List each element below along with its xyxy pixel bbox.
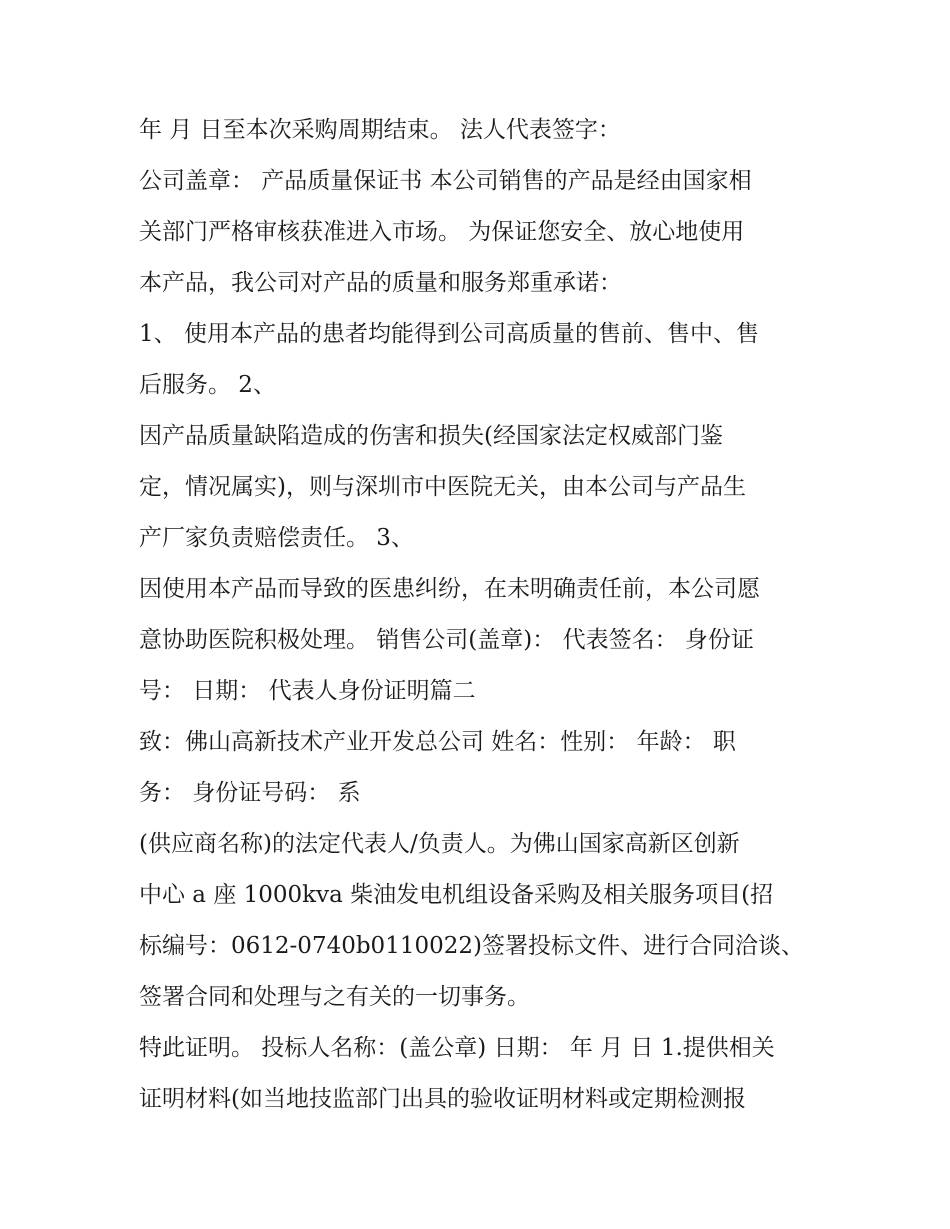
text-line: 因产品质量缺陷造成的伤害和损失(经国家法定权威部门鉴 xyxy=(139,423,723,449)
text-line: 定，情况属实)，则与深圳市中医院无关，由本公司与产品生 xyxy=(139,474,746,500)
text-line: 务： 身份证号码： 系 xyxy=(139,780,361,806)
text-line: 后服务。 2、 xyxy=(139,372,276,398)
text-line: 标编号：0612-0740b0110022)签署投标文件、进行合同洽谈、 xyxy=(139,933,804,959)
text-line: 致：佛山高新技术产业开发总公司 姓名：性别： 年龄： 职 xyxy=(139,729,736,755)
text-line: 意协助医院积极处理。 销售公司(盖章)： 代表签名： 身份证 xyxy=(139,627,754,653)
text-line: 产厂家负责赔偿责任。 3、 xyxy=(139,525,414,551)
text-line: 公司盖章： 产品质量保证书 本公司销售的产品是经由国家相 xyxy=(139,168,752,194)
text-line: 特此证明。 投标人名称：(盖公章) 日期： 年 月 日 1.提供相关 xyxy=(139,1035,775,1061)
document-body xyxy=(139,105,819,1125)
text-line: (供应商名称)的法定代表人/负责人。为佛山国家高新区创新 xyxy=(139,831,740,857)
text-line: 关部门严格审核获准进入市场。 为保证您安全、放心地使用 xyxy=(139,219,745,245)
text-line: 证明材料(如当地技监部门出具的验收证明材料或定期检测报 xyxy=(139,1086,746,1112)
text-line: 年 月 日至本次采购周期结束。 法人代表签字： xyxy=(139,117,621,143)
text-line: 签署合同和处理与之有关的一切事务。 xyxy=(139,984,530,1010)
text-line: 因使用本产品而导致的医患纠纷，在未明确责任前，本公司愿 xyxy=(139,576,760,602)
text-line: 中心 a 座 1000kva 柴油发电机组设备采购及相关服务项目(招 xyxy=(139,882,774,908)
text-line: 1、 使用本产品的患者均能得到公司高质量的售前、售中、售 xyxy=(139,321,759,347)
text-line: 本产品，我公司对产品的质量和服务郑重承诺： xyxy=(139,270,622,296)
text-line: 号： 日期： 代表人身份证明篇二 xyxy=(139,678,476,704)
